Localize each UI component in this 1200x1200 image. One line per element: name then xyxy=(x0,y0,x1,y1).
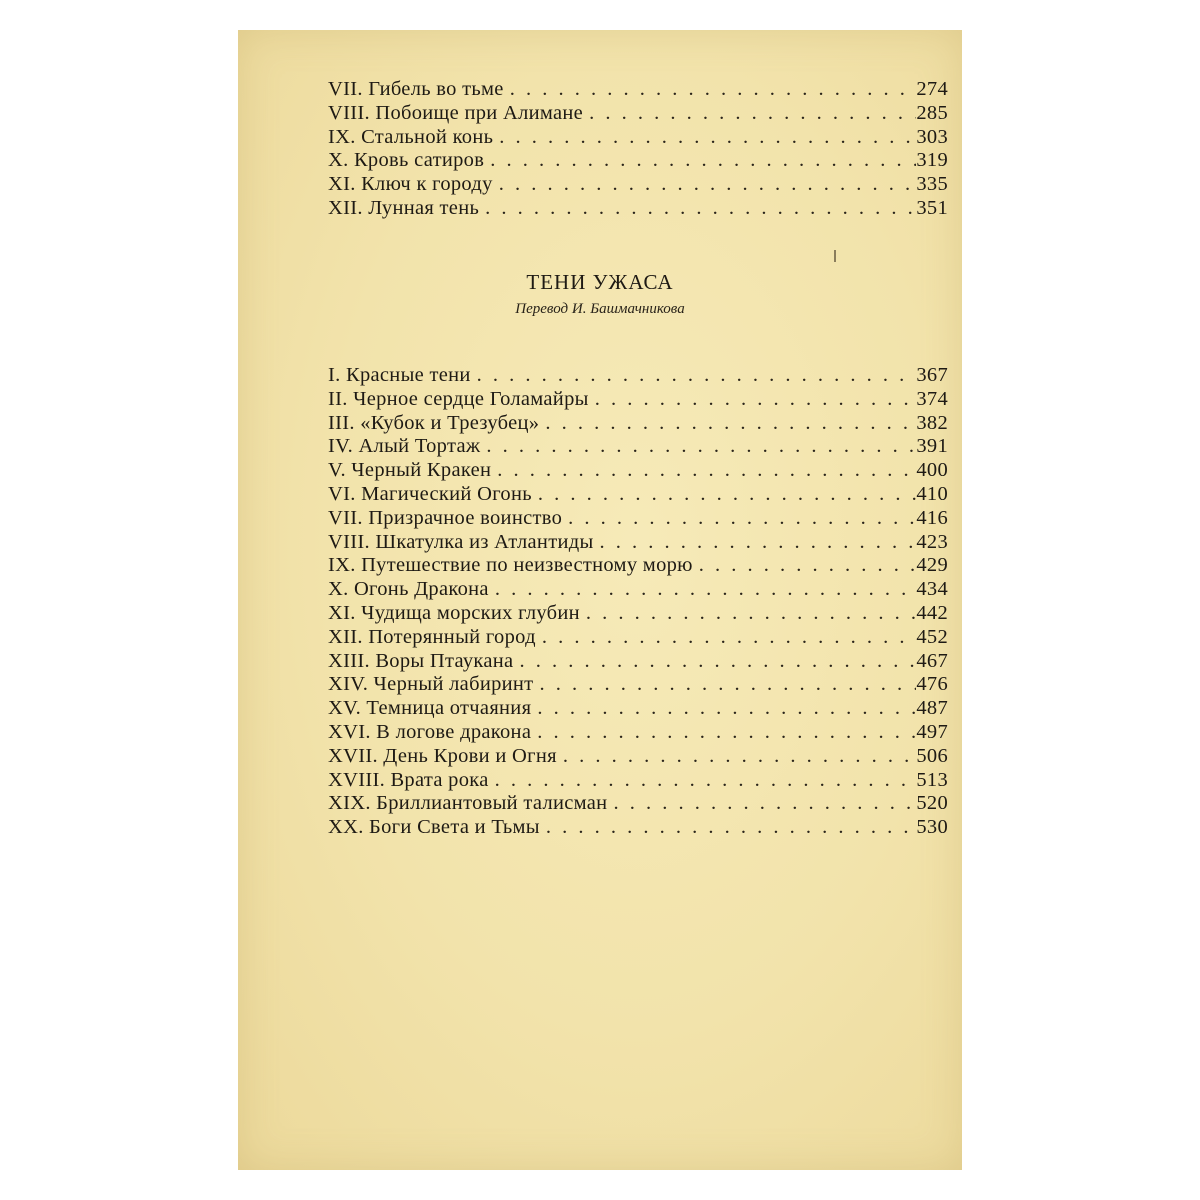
toc-list-part2 xyxy=(328,364,948,840)
toc-entry-title: VIII. Шкатулка из Атлантиды xyxy=(328,530,594,553)
toc-dot-leader xyxy=(613,792,916,816)
toc-dot-leader xyxy=(542,626,917,650)
toc-entry xyxy=(328,745,948,769)
toc-dot-leader xyxy=(537,721,916,745)
toc-entry-title: IV. Алый Тортаж xyxy=(328,435,481,458)
toc-entry xyxy=(328,483,948,507)
section-title: ТЕНИ УЖАСА xyxy=(526,270,674,294)
section-translator: Перевод И. Башмачникова xyxy=(515,301,685,317)
toc-entry-page: 429 xyxy=(916,554,948,577)
toc-entry-title: VII. Гибель во тьме xyxy=(328,78,504,100)
toc-entry-title: IX. Стальной конь xyxy=(328,125,494,148)
toc-entry-page: 530 xyxy=(916,816,948,839)
toc-entry-page: 367 xyxy=(916,364,948,386)
toc-entry xyxy=(328,792,948,816)
toc-entry xyxy=(328,102,948,126)
toc-entry-page: 400 xyxy=(916,459,948,482)
toc-dot-leader xyxy=(546,816,916,840)
toc-entry-page: 506 xyxy=(916,744,948,767)
print-mark xyxy=(834,250,836,262)
toc-entry-page: 391 xyxy=(916,435,948,458)
toc-entry-title: XVII. День Крови и Огня xyxy=(328,744,557,767)
toc-entry xyxy=(328,626,948,650)
toc-dot-leader xyxy=(510,78,917,102)
toc-entry-page: 423 xyxy=(916,530,948,553)
toc-entry-title: XIX. Бриллиантовый талисман xyxy=(328,792,608,815)
toc-entry xyxy=(328,769,948,793)
toc-entry xyxy=(328,126,948,150)
toc-entry-page: 434 xyxy=(916,578,948,601)
toc-entry-title: XI. Чудища морских глубин xyxy=(328,601,580,624)
toc-entry-title: XVI. В логове дракона xyxy=(328,720,532,743)
toc-entry xyxy=(328,412,948,436)
toc-dot-leader xyxy=(595,388,917,412)
toc-entry xyxy=(328,816,948,840)
toc-dot-leader xyxy=(600,531,917,555)
toc-entry-page: 335 xyxy=(916,173,948,196)
toc-entry-title: I. Красные тени xyxy=(328,364,471,386)
toc-list-part1 xyxy=(328,78,948,221)
toc-dot-leader xyxy=(563,745,916,769)
toc-entry-title: IX. Путешествие по неизвестному морю xyxy=(328,554,693,577)
toc-dot-leader xyxy=(538,483,916,507)
toc-entry xyxy=(328,459,948,483)
toc-dot-leader xyxy=(499,173,917,197)
toc-dot-leader xyxy=(495,769,917,793)
toc-entry xyxy=(328,197,948,221)
toc-dot-leader xyxy=(499,126,916,150)
toc-entry xyxy=(328,507,948,531)
toc-entry-page: 513 xyxy=(916,768,948,791)
toc-entry xyxy=(328,435,948,459)
toc-entry-page: 410 xyxy=(916,482,948,505)
toc-entry-title: II. Черное сердце Голамайры xyxy=(328,387,589,410)
toc-entry-title: XX. Боги Света и Тьмы xyxy=(328,816,540,839)
toc-entry-title: III. «Кубок и Трезубец» xyxy=(328,411,540,434)
toc-entry-title: XIV. Черный лабиринт xyxy=(328,673,534,696)
toc-entry xyxy=(328,578,948,602)
toc-dot-leader xyxy=(485,197,916,221)
toc-entry xyxy=(328,721,948,745)
toc-dot-leader xyxy=(545,412,916,436)
toc-entry-page: 319 xyxy=(916,149,948,172)
toc-dot-leader xyxy=(519,650,916,674)
toc-entry-title: XIII. Воры Птаукана xyxy=(328,649,514,672)
toc-dot-leader xyxy=(495,578,917,602)
toc-entry xyxy=(328,531,948,555)
book-page xyxy=(238,30,962,1170)
toc-dot-leader xyxy=(486,435,916,459)
toc-entry-page: 303 xyxy=(916,125,948,148)
toc-dot-leader xyxy=(586,602,916,626)
toc-entry-title: VII. Призрачное воинство xyxy=(328,506,563,529)
toc-entry-title: XII. Потерянный город xyxy=(328,625,536,648)
toc-entry-page: 442 xyxy=(916,601,948,624)
toc-entry-page: 467 xyxy=(916,649,948,672)
toc-entry xyxy=(328,650,948,674)
toc-entry xyxy=(328,554,948,578)
toc-entry xyxy=(328,149,948,173)
toc-entry-page: 520 xyxy=(916,792,948,815)
toc-entry-page: 487 xyxy=(916,697,948,720)
toc-dot-leader xyxy=(589,102,916,126)
toc-entry-title: VI. Магический Огонь xyxy=(328,482,532,505)
toc-dot-leader xyxy=(539,673,916,697)
toc-dot-leader xyxy=(477,364,917,388)
toc-dot-leader xyxy=(699,554,917,578)
toc-entry-title: X. Огонь Дракона xyxy=(328,578,489,601)
toc-entry-title: VIII. Побоище при Алимане xyxy=(328,101,584,124)
toc-entry-page: 416 xyxy=(916,506,948,529)
toc-dot-leader xyxy=(537,697,916,721)
toc-entry-title: XI. Ключ к городу xyxy=(328,173,493,196)
toc-entry-page: 351 xyxy=(916,196,948,219)
toc-entry-page: 452 xyxy=(916,625,948,648)
toc-entry-page: 476 xyxy=(916,673,948,696)
toc-entry xyxy=(328,388,948,412)
toc-dot-leader xyxy=(490,149,916,173)
toc-entry-page: 497 xyxy=(916,720,948,743)
toc-entry-page: 382 xyxy=(916,411,948,434)
toc-entry xyxy=(328,173,948,197)
toc-entry-page: 285 xyxy=(916,101,948,124)
toc-entry-title: XVIII. Врата рока xyxy=(328,768,489,791)
toc-entry xyxy=(328,673,948,697)
toc-dot-leader xyxy=(497,459,916,483)
toc-entry-page: 274 xyxy=(916,78,948,100)
toc-entry-title: X. Кровь сатиров xyxy=(328,149,485,172)
toc-entry xyxy=(328,697,948,721)
toc-entry xyxy=(328,602,948,626)
toc-entry-page: 374 xyxy=(916,387,948,410)
toc-entry-title: V. Черный Кракен xyxy=(328,459,492,482)
toc-entry xyxy=(328,364,948,388)
toc-entry xyxy=(328,78,948,102)
toc-entry-title: XII. Лунная тень xyxy=(328,196,480,219)
toc-entry-title: XV. Темница отчаяния xyxy=(328,697,532,720)
toc-dot-leader xyxy=(568,507,916,531)
